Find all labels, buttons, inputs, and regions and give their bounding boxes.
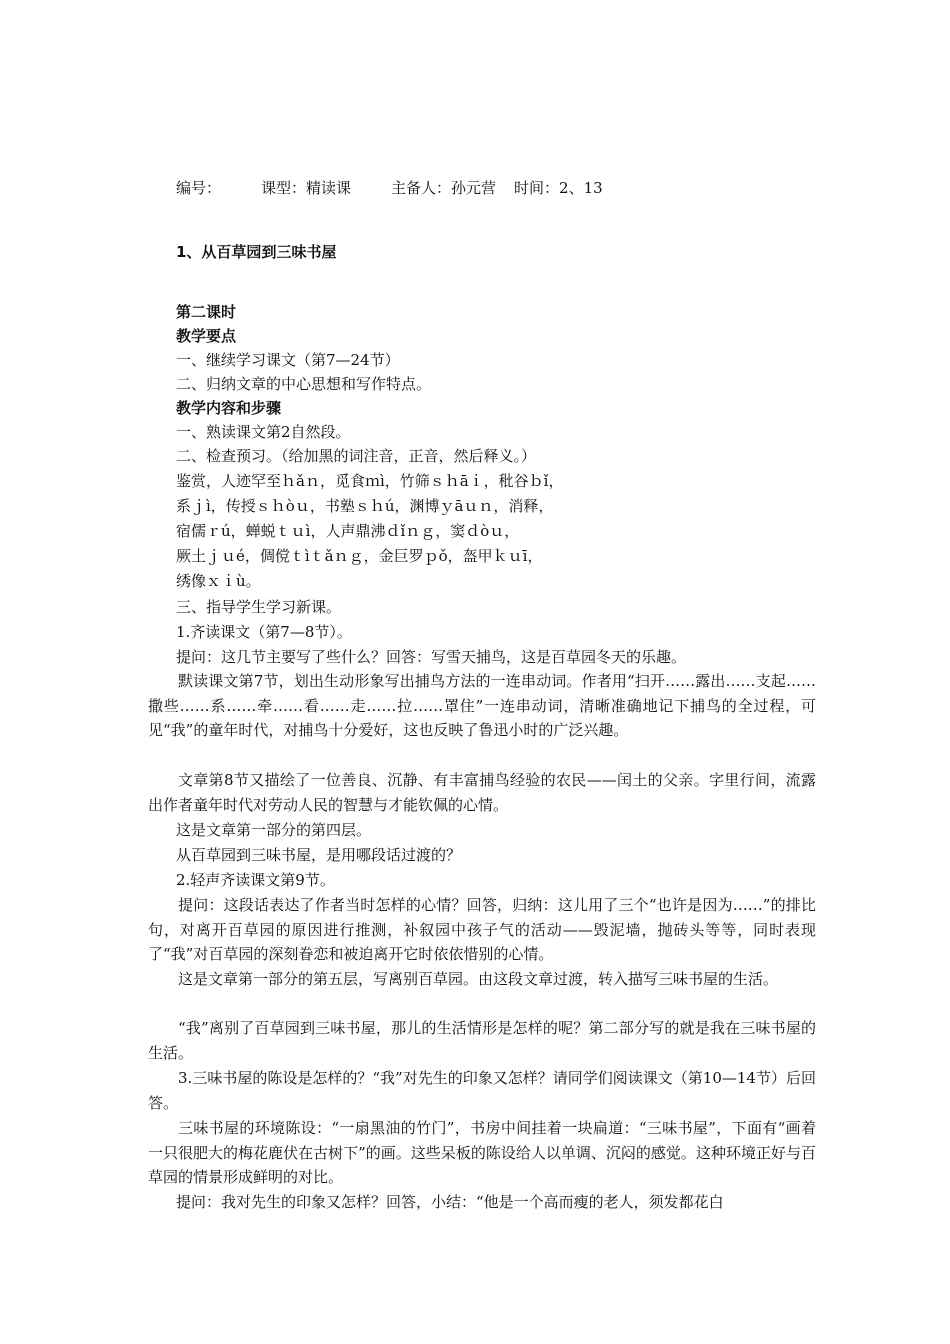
paragraph: 从百草园到三味书屋，是用哪段话过渡的？ bbox=[176, 846, 462, 864]
point-1: 一、继续学习课文（第7—24节） bbox=[176, 351, 400, 369]
paragraph: 提问：这几节主要写了些什么？回答：写雪天捕鸟，这是百草园冬天的乐趣。 bbox=[176, 648, 687, 666]
time-label: 时间：2、13 bbox=[514, 179, 603, 197]
step-line: 厥土ｊｕé，倜傥ｔìｔǎｎｇ，金巨罗ｐǒ，盔甲ｋｕī， bbox=[176, 547, 543, 565]
step-line: 宿儒ｒú，蝉蜕ｔｕì，人声鼎沸ｄǐｎｇ，窦ｄòｕ， bbox=[176, 522, 520, 540]
point-2: 二、归纳文章的中心思想和写作特点。 bbox=[176, 375, 432, 393]
step-line: 鉴赏，人迹罕至ｈǎｎ，觅食ｍì，竹筛ｓｈāｉ，秕谷ｂǐ， bbox=[176, 472, 564, 490]
paragraph: 提问：这段话表达了作者当时怎样的心情？回答，归纳：这儿用了三个“也许是因为……”的排比句，对离开百草园的原因进行推测，补叙园中孩子气的活动——毁泥墙，抛砖头等等，同时表现了“我”对百草园的深刻眷恋和被迫离开它时依依惜别的心情。 bbox=[148, 896, 816, 963]
step-line: 1.齐读课文（第7—8节）。 bbox=[176, 623, 352, 641]
paragraph: 默读课文第7节，划出生动形象写出捕鸟方法的一连串动词。作者用“扫开……露出……支起……撒些……系……牵……看……走……拉……罩住”一连串动词，清晰准确地记下捕鸟的全过程，可见“我”的童年时代，对捕鸟十分爱好，这也反映了鲁迅小时的广泛兴趣。 bbox=[148, 672, 816, 739]
paragraph: 这是文章第一部分的第四层。 bbox=[176, 821, 372, 839]
steps-heading: 教学内容和步骤 bbox=[176, 399, 282, 417]
paragraph: 3.三味书屋的陈设是怎样的？“我”对先生的印象又怎样？请同学们阅读课文（第10—14节）后回答。 bbox=[148, 1069, 816, 1112]
step-line: 一、熟读课文第2自然段。 bbox=[176, 423, 351, 441]
step-line: 系ｊì，传授ｓｈòｕ，书塾ｓｈú，渊博ｙāｕｎ，消释， bbox=[176, 497, 554, 515]
number-label: 编号： bbox=[176, 179, 222, 197]
paragraph: 三味书屋的环境陈设：“一扇黑油的竹门”，书房中间挂着一块扁道：“三味书屋”，下面有“画着一只很肥大的梅花鹿伏在古树下”的画。这些呆板的陈设给人以单调、沉闷的感觉。这种环境正好与百草园的情景形成鲜明的对比。 bbox=[148, 1119, 816, 1186]
points-heading: 教学要点 bbox=[176, 327, 237, 345]
step-line: 三、指导学生学习新课。 bbox=[176, 598, 342, 616]
step-line: 二、检查预习。（给加黑的词注音，正音，然后释义。） bbox=[176, 447, 537, 465]
paragraph: 这是文章第一部分的第五层，写离别百草园。由这段文章过渡，转入描写三味书屋的生活。 bbox=[178, 970, 779, 988]
paragraph: 提问：我对先生的印象又怎样？回答，小结：“他是一个高而瘦的老人，须发都花白 bbox=[176, 1193, 724, 1211]
step-line: 绣像ｘｉù。 bbox=[176, 572, 261, 590]
preparer-label: 主备人：孙元营 bbox=[391, 179, 497, 197]
paragraph: “我”离别了百草园到三味书屋，那儿的生活情形是怎样的呢？第二部分写的就是我在三味书屋的生活。 bbox=[148, 1019, 816, 1062]
paragraph: 2.轻声齐读课文第9节。 bbox=[176, 871, 335, 889]
paragraph: 文章第8节又描绘了一位善良、沉静、有丰富捕鸟经验的农民——闰土的父亲。字里行间，流露出作者童年时代对劳动人民的智慧与才能钦佩的心情。 bbox=[148, 771, 816, 814]
type-label: 课型：精读课 bbox=[261, 179, 352, 197]
lesson-heading: 第二课时 bbox=[176, 303, 237, 321]
document-title: 1、从百草园到三味书屋 bbox=[176, 243, 337, 261]
header-meta bbox=[176, 176, 603, 200]
